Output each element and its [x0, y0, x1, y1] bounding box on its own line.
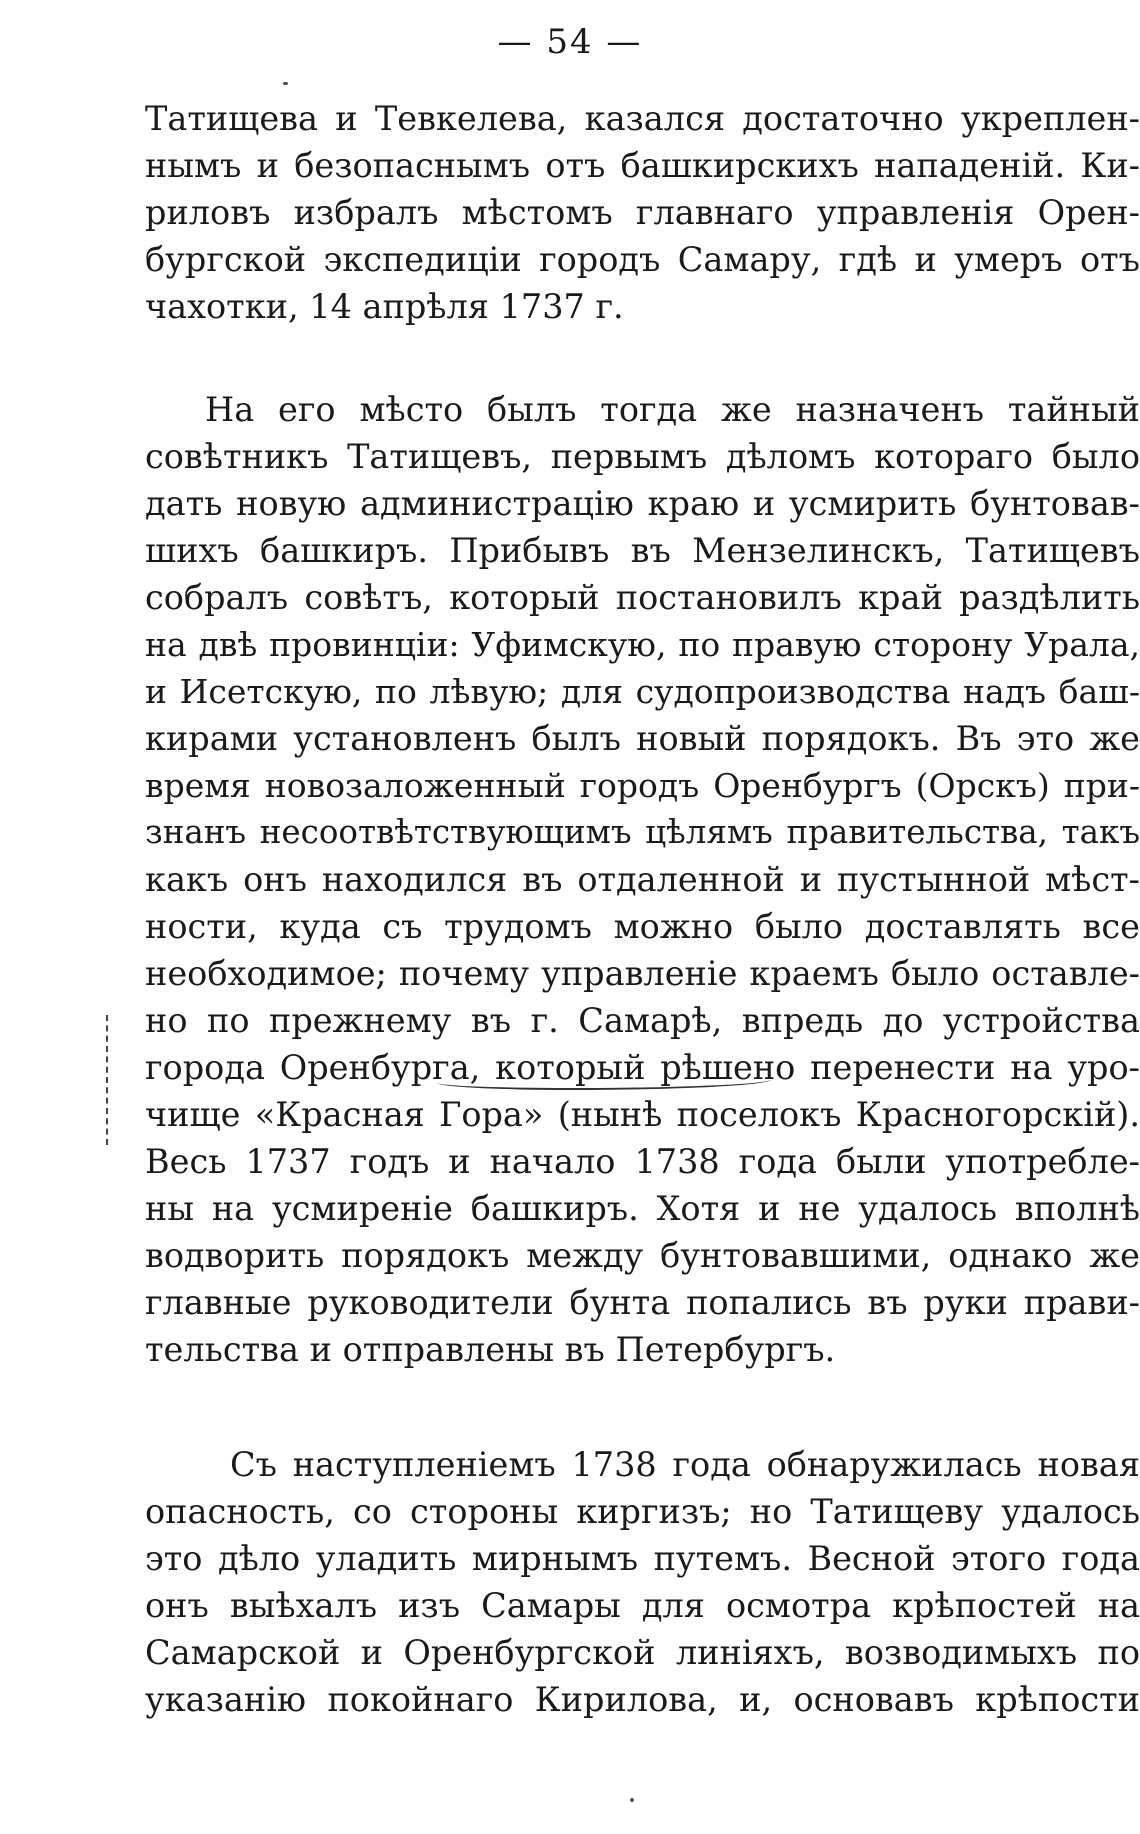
text-line: это дѣло уладить мирнымъ путемъ. Весной этого года	[145, 1539, 1140, 1578]
text-line: кирами установленъ былъ новый порядокъ. Въ это же	[145, 719, 1140, 758]
text-line: ны на усмиреніе башкиръ. Хотя и не удалось вполнѣ	[145, 1189, 1140, 1228]
text-line: Весь 1737 годъ и начало 1738 года были употребле-	[145, 1142, 1140, 1181]
text-line: тельства и отправлены въ Петербургъ.	[145, 1330, 836, 1369]
text-line: ности, куда съ трудомъ можно было доставлять все	[145, 907, 1140, 946]
text-line: и Исетскую, по лѣвую; для судопроизводства надъ баш-	[145, 672, 1140, 711]
text-line: Самарской и Оренбургской линіяхъ, возводимыхъ по	[145, 1633, 1140, 1672]
text-line: но по прежнему въ г. Самарѣ, впредь до устройства	[145, 1001, 1140, 1040]
page-number: — 54 —	[497, 22, 643, 62]
text-line: на двѣ провинціи: Уфимскую, по правую сторону Урала,	[145, 625, 1140, 664]
text-line: Съ наступленіемъ 1738 года обнаружилась новая	[230, 1445, 1140, 1484]
text-line: шихъ башкиръ. Прибывъ въ Мензелинскъ, Татищевъ	[145, 531, 1140, 570]
text-line: водворить порядокъ между бунтовавшими, однако же	[145, 1236, 1140, 1275]
text-line: главные руководители бунта попались въ руки прави-	[145, 1283, 1140, 1322]
text-line: бургской экспедиціи городъ Самару, гдѣ и умеръ отъ	[145, 240, 1140, 279]
ink-speck	[630, 1798, 634, 1802]
text-line: нымъ и безопаснымъ отъ башкирскихъ нападеній. Ки-	[145, 146, 1140, 185]
text-line: Татищева и Тевкелева, казался достаточно укреплен-	[145, 99, 1140, 138]
paragraph-3	[145, 1441, 1140, 1723]
text-line: дать новую администрацію краю и усмирить бунтовав-	[145, 484, 1140, 523]
text-line: риловъ избралъ мѣстомъ главнаго управленія Орен-	[145, 193, 1140, 232]
text-line: чахотки, 14 апрѣля 1737 г.	[145, 287, 624, 326]
ink-speck	[283, 82, 288, 85]
text-line: опасность, со стороны киргизъ; но Татищеву удалось	[145, 1492, 1140, 1531]
margin-pencil-mark	[106, 1015, 108, 1145]
text-line: города Оренбурга, который рѣшено перенести на уро-	[145, 1048, 1140, 1087]
text-line: необходимое; почему управленіе краемъ было оставле-	[145, 954, 1140, 993]
paragraph-1	[145, 95, 1140, 330]
paragraph-2	[145, 386, 1140, 1373]
text-line: указанію покойнаго Кирилова, и, основавъ крѣпости	[145, 1680, 1140, 1719]
text-line: какъ онъ находился въ отдаленной и пустынной мѣст-	[145, 860, 1140, 899]
text-line: собралъ совѣтъ, который постановилъ край раздѣлить	[145, 578, 1140, 617]
text-line: На его мѣсто былъ тогда же назначенъ тайный	[205, 390, 1140, 429]
text-line: время новозаложенный городъ Оренбургъ (Орскъ) при-	[145, 766, 1140, 805]
text-line: чище «Красная Гора» (нынѣ поселокъ Красногорскій).	[145, 1095, 1140, 1134]
text-line: знанъ несоотвѣтствующимъ цѣлямъ правительства, такъ	[145, 813, 1140, 851]
text-line: совѣтникъ Татищевъ, первымъ дѣломъ котораго было	[145, 437, 1140, 476]
text-line: онъ выѣхалъ изъ Самары для осмотра крѣпостей на	[145, 1586, 1140, 1625]
